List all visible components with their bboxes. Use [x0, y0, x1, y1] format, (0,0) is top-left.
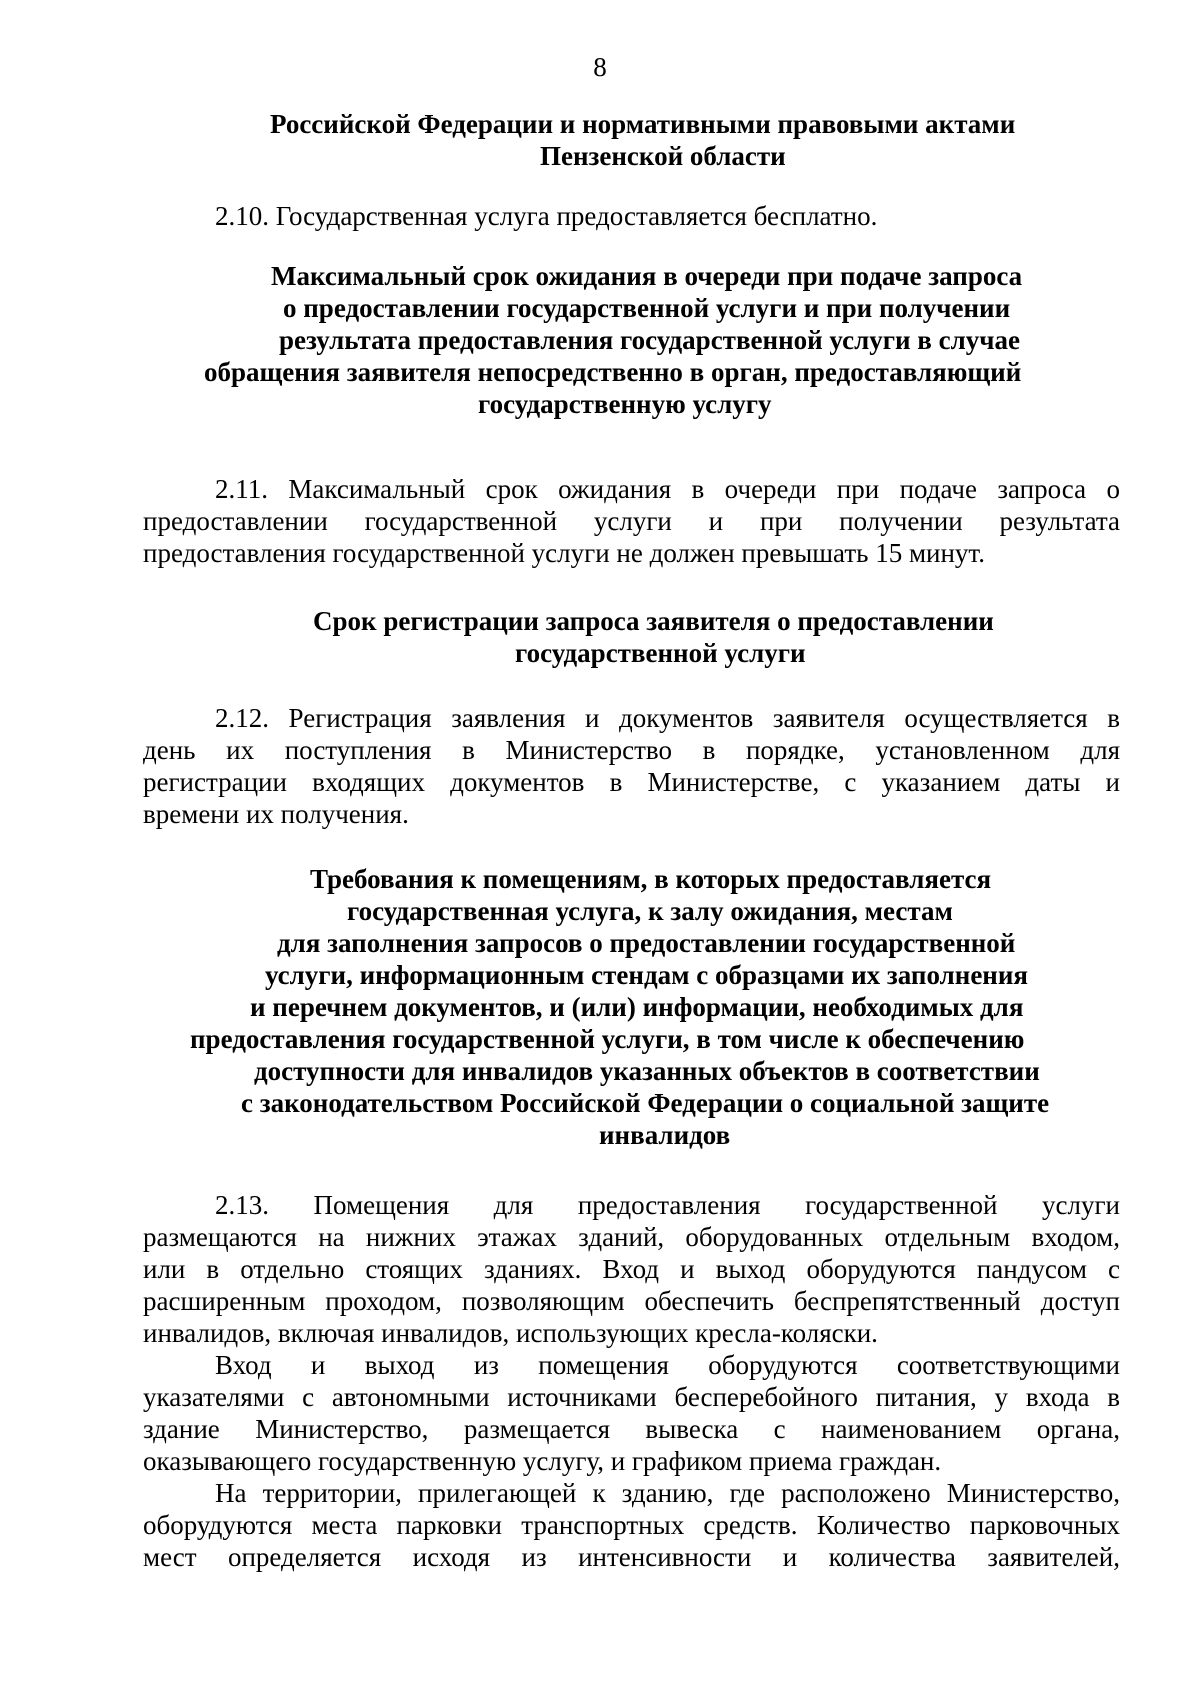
paragraph-2-12 [143, 702, 1120, 830]
heading-line: обращения заявителя непосредственно в орган, предоставляющий [204, 357, 1022, 387]
heading-line: доступности для инвалидов указанных объектов в соответствии [254, 1056, 1040, 1086]
paragraph-line: здание Министерство, размещается вывеска с наименованием органа, [143, 1414, 1120, 1444]
paragraph-line: день их поступления в Министерство в порядке, установленном для [143, 735, 1120, 765]
heading-line: инвалидов [599, 1120, 731, 1150]
paragraph-line: регистрации входящих документов в Министерстве, с указанием даты и [143, 767, 1120, 797]
paragraph-line: На территории, прилегающей к зданию, где расположено Министерство, [215, 1478, 1120, 1508]
heading-line: услуги, информационным стендам с образцами их заполнения [265, 960, 1029, 990]
paragraph-2-13 [143, 1189, 1120, 1349]
heading-line: предоставления государственной услуги, в том числе к обеспечению [190, 1024, 1025, 1054]
paragraph-line: 2.12. Регистрация заявления и документов заявителя осуществляется в [215, 703, 1120, 733]
paragraph-parking [143, 1477, 1120, 1573]
heading-line: результата предоставления государственной услуги в случае [279, 325, 1020, 355]
paragraph-line: Вход и выход из помещения оборудуются соответствующими [215, 1350, 1120, 1380]
paragraph-line: расширенным проходом, позволяющим обеспечить беспрепятственный доступ [143, 1286, 1120, 1316]
paragraph-line: или в отдельно стоящих зданиях. Вход и выход оборудуются пандусом с [143, 1254, 1120, 1284]
paragraph-line: размещаются на нижних этажах зданий, оборудованных отдельным входом, [143, 1222, 1120, 1252]
heading-line: Максимальный срок ожидания в очереди при подаче запроса [271, 261, 1023, 291]
heading-line: государственную услугу [478, 389, 772, 419]
heading-line: государственная услуга, к залу ожидания, местам [347, 896, 953, 926]
paragraph-line: 2.13. Помещения для предоставления государственной услуги [215, 1190, 1120, 1220]
paragraph-2-11 [143, 473, 1120, 569]
paragraph-line: мест определяется исходя из интенсивности и количества заявителей, [143, 1542, 1120, 1572]
heading-line: Пензенской области [540, 141, 786, 171]
section-heading-registration-term [0, 605, 1200, 669]
heading-line: Требования к помещениям, в которых предоставляется [310, 864, 992, 894]
paragraph-line: указателями с автономными источниками бесперебойного питания, у входа в [143, 1382, 1120, 1412]
paragraph-2-10 [143, 200, 1120, 232]
paragraph-line: оказывающего государственную услугу, и графиком приема граждан. [143, 1446, 942, 1476]
paragraph-line: 2.10. Государственная услуга предоставляется бесплатно. [215, 201, 878, 231]
heading-line: и перечнем документов, и (или) информации, необходимых для [250, 992, 1024, 1022]
paragraph-line: 2.11. Максимальный срок ожидания в очереди при подаче запроса о [215, 474, 1120, 504]
paragraph-entry-exit [143, 1349, 1120, 1477]
section-heading-waiting-time [0, 260, 1200, 420]
heading-line: для заполнения запросов о предоставлении государственной [277, 928, 1016, 958]
paragraph-line: времени их получения. [143, 799, 409, 829]
paragraph-line: предоставлении государственной услуги и при получении результата [143, 506, 1120, 536]
heading-line: Срок регистрации запроса заявителя о предоставлении [313, 606, 994, 636]
section-heading-premises-requirements [0, 863, 1200, 1151]
heading-line: с законодательством Российской Федерации о социальной защите [241, 1088, 1050, 1118]
heading-line: Российской Федерации и нормативными правовыми актами [270, 109, 1016, 139]
paragraph-line: инвалидов, включая инвалидов, использующих кресла-коляски. [143, 1318, 878, 1348]
page-number: 8 [593, 52, 607, 82]
paragraph-line: предоставления государственной услуги не должен превышать 15 минут. [143, 538, 985, 568]
heading-line: государственной услуги [515, 638, 806, 668]
heading-line: о предоставлении государственной услуги и при получении [283, 293, 1011, 323]
paragraph-line: оборудуются места парковки транспортных средств. Количество парковочных [143, 1510, 1120, 1540]
section-heading-continuation [0, 108, 1200, 172]
